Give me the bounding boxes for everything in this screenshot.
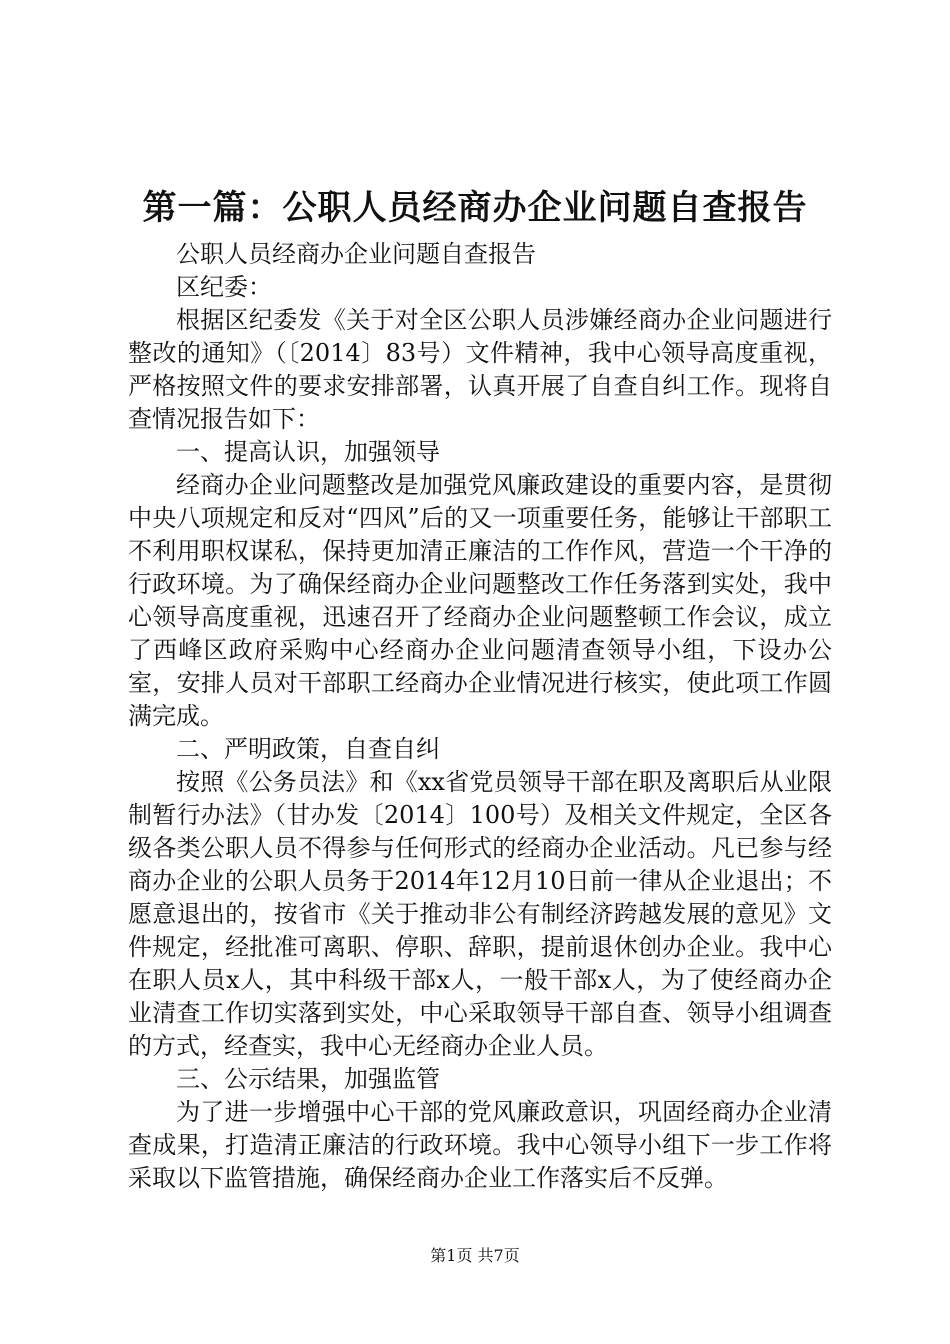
section-1-paragraph: 经商办企业问题整改是加强党风廉政建设的重要内容，是贯彻中央八项规定和反对“四风”后的又一项重要任务，能够让干部职工不利用职权谋私，保持更加清正廉洁的工作作风，营造一个干净的行政环境。为了确保经商办企业问题整改工作任务落到实处，我中心领导高度重视，迅速召开了经商办企业问题整顿工作会议，成立了西峰区政府采购中心经商办企业问题清查领导小组，下设办公室，安排人员对干部职工经商办企业情况进行核实，使此项工作圆满完成。 (128, 471, 832, 730)
document-body (128, 238, 832, 1195)
subtitle-paragraph: 公职人员经商办企业问题自查报告 (176, 240, 536, 268)
section-2-paragraph: 按照《公务员法》和《xx省党员领导干部在职及离职后从业限制暂行办法》（甘办发〔2014〕100号）及相关文件规定，全区各级各类公职人员不得参与任何形式的经商办企业活动。凡已参与经商办企业的公职人员务于2014年12月10日前一律从企业退出；不愿意退出的，按省市《关于推动非公有制经济跨越发展的意见》文件规定，经批准可离职、停职、辞职，提前退休创办企业。我中心在职人员x人，其中科级干部x人，一般干部x人，为了使经商办企业清查工作切实落到实处，中心采取领导干部自查、领导小组调查的方式，经查实，我中心无经商办企业人员。 (128, 768, 832, 1060)
section-heading-1: 一、提高认识，加强领导 (176, 438, 440, 466)
section-3-paragraph: 为了进一步增强中心干部的党风廉政意识，巩固经商办企业清查成果，打造清正廉洁的行政环境。我中心领导小组下一步工作将采取以下监管措施，确保经商办企业工作落实后不反弹。 (128, 1098, 832, 1192)
document-title: 第一篇：公职人员经商办企业问题自查报告 (142, 188, 808, 228)
addressee-paragraph: 区纪委： (176, 273, 272, 301)
page-number-footer: 第1页 共7页 (430, 1246, 520, 1265)
intro-paragraph: 根据区纪委发《关于对全区公职人员涉嫌经商办企业问题进行整改的通知》（〔2014〕83号）文件精神，我中心领导高度重视，严格按照文件的要求安排部署，认真开展了自查自纠工作。现将自查情况报告如下： (128, 306, 832, 433)
section-heading-2: 二、严明政策，自查自纠 (176, 735, 440, 763)
section-heading-3: 三、公示结果，加强监管 (176, 1065, 440, 1093)
